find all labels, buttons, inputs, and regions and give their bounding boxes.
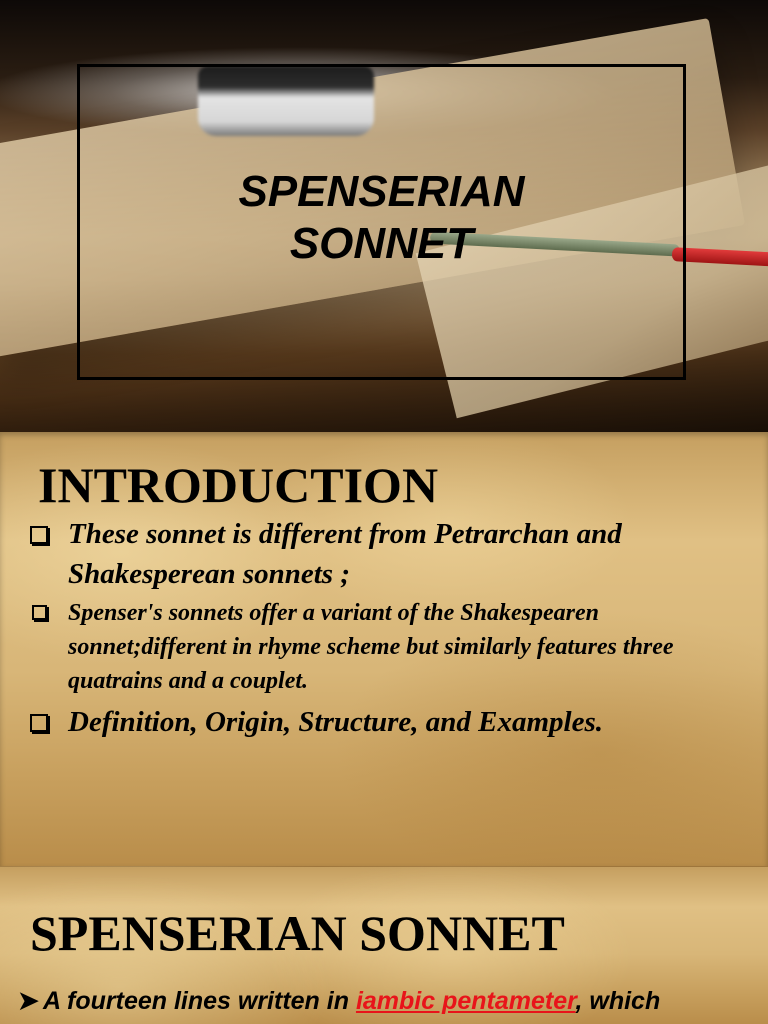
checkbox-bullet-icon — [30, 714, 48, 732]
definition-suffix: , which — [575, 987, 661, 1015]
iambic-pentameter-term: iambic pentameter — [355, 987, 576, 1015]
introduction-heading: INTRODUCTION — [38, 457, 439, 513]
bullet-item — [30, 702, 760, 742]
definition-heading: SPENSERIAN SONNET — [30, 905, 565, 961]
bullet-text: Definition, Origin, Structure, and Examples. — [68, 706, 603, 738]
checkbox-bullet-icon — [32, 605, 47, 620]
introduction-bullet-list — [30, 514, 760, 742]
checkbox-bullet-icon — [30, 526, 48, 544]
definition-line — [18, 985, 660, 1017]
bullet-text: These sonnet is different from Petrarchan and Shakesperean sonnets ; — [68, 518, 622, 590]
introduction-slide — [0, 432, 768, 866]
title-slide — [0, 0, 768, 432]
definition-prefix: A fourteen lines written in — [42, 987, 356, 1015]
bullet-text: Spenser's sonnets offer a variant of the Shakespearen sonnet;different in rhyme scheme but similarly features three quatrains and a couplet. — [68, 600, 674, 694]
definition-slide — [0, 866, 768, 1024]
bullet-item — [30, 596, 760, 698]
title-line-2: SONNET — [289, 219, 474, 268]
title-line-1: SPENSERIAN — [238, 167, 525, 216]
slide-title — [77, 166, 686, 270]
bullet-item — [30, 514, 760, 594]
arrow-bullet-icon: ➤ — [18, 987, 39, 1015]
